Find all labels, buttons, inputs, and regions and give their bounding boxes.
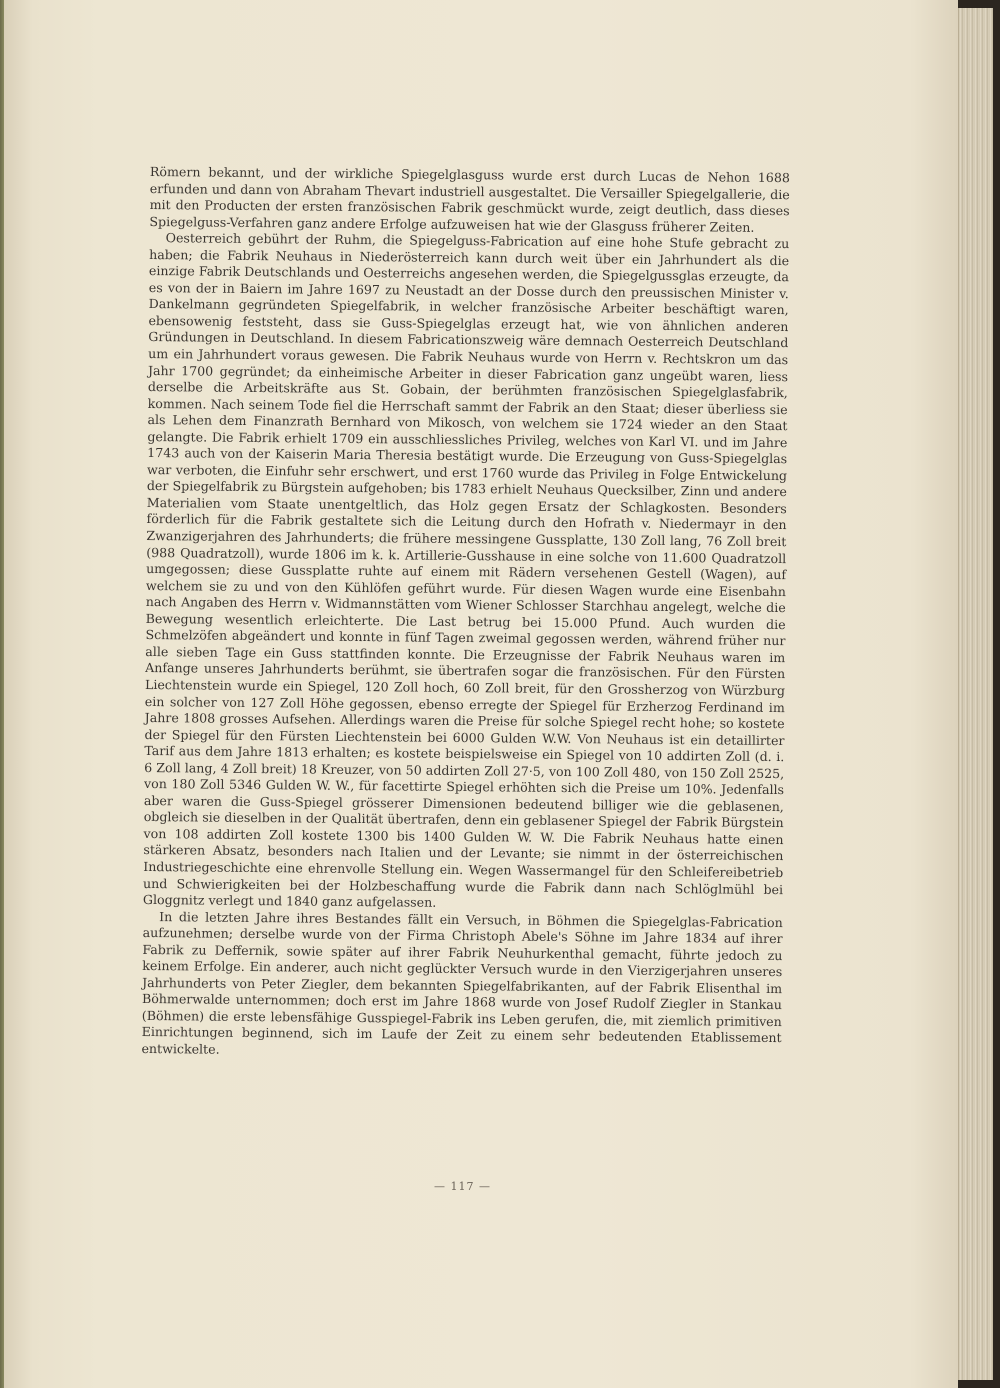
page-number: — 117 — <box>434 1180 491 1193</box>
body-text <box>141 164 790 1064</box>
paragraph-2: Oesterreich gebührt der Ruhm, die Spiegelguss-Fabrication auf eine hohe Stufe gebracht zu haben; die Fabrik Neuhaus in Niederösterreich kann durch weit über ein Jahrhundert als die einzige Fabrik Deutschlands und Oesterreichs angesehen werden, die Spiegelgussglas erzeugte, da es von der in Baiern im Jahre 1697 zu Neustadt an der Dosse durch den preussischen Minister v. Dankelmann gegründeten Spiegelfabrik, in welcher französische Arbeiter beschäftigt waren, ebensowenig feststeht, dass sie Guss-Spiegelglas erzeugt hat, wie von ähnlichen anderen Gründungen in Deutschland. In diesem Fabricationszweig wäre demnach Oesterreich Deutschland um ein Jahrhundert voraus gewesen. Die Fabrik Neuhaus wurde von Herrn v. Rechtskron um das Jahr 1700 gegründet; da einheimische Arbeiter in dieser Fabrication ganz ungeübt waren, liess derselbe die Arbeitskräfte aus St. Gobain, der berühmten französischen Spiegelglasfabrik, kommen. Nach seinem Tode fiel die Herrschaft sammt der Fabrik an den Staat; dieser überliess sie als Lehen dem Finanzrath Bernhard von Mikosch, von welchem sie 1724 wieder an den Staat gelangte. Die Fabrik erhielt 1709 ein ausschliessliches Privileg, welches von Karl VI. und im Jahre 1743 auch von der Kaiserin Maria Theresia bestätigt wurde. Die Erzeugung von Guss-Spiegelglas war verboten, die Einfuhr sehr erschwert, und erst 1760 wurde das Privileg in Folge Entwickelung der Spiegelfabrik zu Bürgstein aufgehoben; bis 1783 erhielt Neuhaus Quecksilber, Zinn und andere Materialien vom Staate unentgeltlich, das Holz gegen Ersatz der Schlagkosten. Besonders förderlich für die Fabrik gestaltete sich die Leitung durch den Hofrath v. Niedermayr in den Zwanzigerjahren des Jahrhunderts; die frühere messingene Gussplatte, 130 Zoll lang, 76 Zoll breit (988 Quadratzoll), wurde 1806 im k. k. Artillerie-Gusshause in eine solche von 11.600 Quadratzoll umgegossen; diese Gussplatte ruhte auf einem mit Rädern versehenen Gestell (Wagen), auf welchem sie zu und von den Kühlöfen geführt wurde. Für diesen Wagen wurde eine Eisenbahn nach Angaben des Herrn v. Widmannstätten vom Wiener Schlosser Starchhau angelegt, welche die Bewegung wesentlich erleichterte. Die Last betrug bei 15.000 Pfund. Auch wurden die Schmelzöfen abgeändert und konnte in fünf Tagen zweimal gegossen werden, während früher nur alle sieben Tage ein Guss stattfinden konnte. Die Erzeugnisse der Fabrik Neuhaus waren im Anfange unseres Jahrhunderts berühmt, sie übertrafen sogar die französischen. Für den Fürsten Liechtenstein wurde ein Spiegel, 120 Zoll hoch, 60 Zoll breit, für den Grossherzog von Würzburg ein solcher von 127 Zoll Höhe gegossen, ebenso erregte der Spiegel für Erzherzog Ferdinand im Jahre 1808 grosses Aufsehen. Allerdings waren die Preise für solche Spiegel recht hohe; so kostete der Spiegel für den Fürsten Liechtenstein bei 6000 Gulden W.W. Von Neuhaus ist ein detaillirter Tarif aus dem Jahre 1813 erhalten; es kostete beispielsweise ein Spiegel von 10 addirten Zoll (d. i. 6 Zoll lang, 4 Zoll breit) 18 Kreuzer, von 50 addirten Zoll 27·5, von 100 Zoll 480, von 150 Zoll 2525, von 180 Zoll 5346 Gulden W. W., für facettirte Spiegel erhöhten sich die Preise um 10%. Jedenfalls aber waren die Guss-Spiegel grösserer Dimensionen bedeutend billiger wie die geblasenen, obgleich sie dieselben in der Qualität übertrafen, denn ein geblasener Spiegel der Fabrik Bürgstein von 108 addirten Zoll kostete 1300 bis 1400 Gulden W. W. Die Fabrik Neuhaus hatte einen stärkeren Absatz, besonders nach Italien und der Levante; sie nimmt in der österreichischen Industriegeschichte eine ehrenvolle Stellung ein. Wegen Wassermangel für den Schleifereibetrieb und Schwierigkeiten bei der Holzbeschaffung wurde die Fabrik dann nach Schlöglmühl bei Gloggnitz verlegt und 1840 ganz aufgelassen. <box>142 230 790 910</box>
page-sheet <box>4 0 958 1388</box>
page-stack-edges <box>958 8 993 1380</box>
paragraph-1: Römern bekannt, und der wirkliche Spiegelglasguss wurde erst durch Lucas de Nehon 1688 erfunden und dann von Abraham Thevart industriell ausgestaltet. Die Versailler Spiegelgallerie, die mit den Producten der ersten französischen Fabrik geschmückt wurde, zeigt deutlich, dass dieses Spiegelguss-Verfahren ganz andere Erfolge aufzuweisen hat wie der Glasguss früherer Zeiten. <box>149 164 790 235</box>
paragraph-3: In die letzten Jahre ihres Bestandes fällt ein Versuch, in Böhmen die Spiegelglas-Fabrication aufzunehmen; derselbe wurde von der Firma Christoph Abele's Söhne im Jahre 1834 auf ihrer Fabrik zu Deffernik, sowie später auf ihrer Fabrik Neuhurkenthal gemacht, führte jedoch zu keinem Erfolge. Ein anderer, auch nicht geglückter Versuch wurde in den Vierzigerjahren unseres Jahrhunderts von Peter Ziegler, dem bekannten Spiegelfabrikanten, auf der Fabrik Elisenthal im Böhmerwalde unternommen; doch erst im Jahre 1868 wurde von Josef Rudolf Ziegler in Stankau (Böhmen) die erste lebensfähige Gusspiegel-Fabrik ins Leben gerufen, die, mit ziemlich primitiven Einrichtungen beginnend, sich im Laufe der Zeit zu einem sehr bedeutenden Etablissement entwickelte. <box>141 908 783 1057</box>
